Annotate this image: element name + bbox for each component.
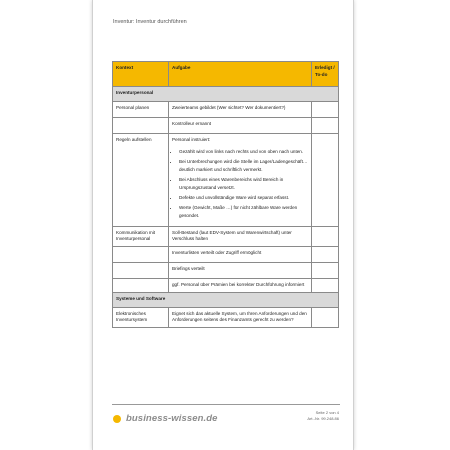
table-row xyxy=(113,226,339,246)
table-row xyxy=(113,246,339,262)
done-cell[interactable] xyxy=(312,246,339,262)
task-cell: ggf. Personal über Prämien bei korrekter Durchführung informiert xyxy=(169,278,312,292)
table-row xyxy=(113,134,339,227)
task-intro: Personal instruiert: xyxy=(172,137,211,142)
section-title: Inventurpersonal xyxy=(113,87,339,102)
column-header-task: Aufgabe xyxy=(169,62,312,87)
logo-dot-icon xyxy=(113,415,121,423)
list-item: • Werte (Gewicht, Maße …) für nicht zählbare Ware werden gesondet. xyxy=(179,204,308,220)
done-cell[interactable] xyxy=(312,134,339,227)
business-wissen-logo xyxy=(113,413,218,424)
page-number: Seite 2 von 4 xyxy=(315,410,339,415)
table-row xyxy=(113,118,339,134)
document-page xyxy=(92,0,354,450)
footer-divider xyxy=(112,404,340,405)
article-number: Art.-Nr. 99.248.86 xyxy=(307,416,339,421)
table-row xyxy=(113,307,339,327)
context-cell: Personal planen xyxy=(113,102,169,118)
context-cell: Kommunikation mit Inventurpersonal xyxy=(113,226,169,246)
column-header-context: Kontext xyxy=(113,62,169,87)
task-cell: Briefings verteilt xyxy=(169,262,312,278)
done-cell[interactable] xyxy=(312,118,339,134)
context-cell: Regeln aufstellen xyxy=(113,134,169,227)
list-item: • Bei Abschluss eines Warenbereichs wird Bereich in Ursprungszustand versetzt. xyxy=(179,176,308,192)
page-header-title: Inventur: Inventur durchführen xyxy=(113,19,187,25)
list-item: • Gezählt wird von links nach rechts und von oben nach unten. xyxy=(179,148,308,156)
checklist-table xyxy=(112,61,339,328)
context-cell xyxy=(113,278,169,292)
table-row xyxy=(113,102,339,118)
context-cell xyxy=(113,118,169,134)
column-header-done: Erledigt / To-do xyxy=(312,62,339,87)
table-row xyxy=(113,278,339,292)
list-item: • Defekte und unvollständige Ware wird separat erfasst. xyxy=(179,194,308,202)
page-info xyxy=(307,410,339,422)
section-row xyxy=(113,292,339,307)
task-cell: Zweierteams gebildet (Wer sichtet? Wer dokumentiert?) xyxy=(169,102,312,118)
instruction-list xyxy=(172,148,308,220)
task-cell: Soll-Bestand (laut EDV-System und Warenwirtschaft) unter Verschluss halten xyxy=(169,226,312,246)
list-item: • Bei Unterbrechungen wird die Stelle im Lager/Ladengeschäft… deutlich markiert und schriftlich vermerkt. xyxy=(179,158,308,174)
done-cell[interactable] xyxy=(312,102,339,118)
logo-text: business-wissen.de xyxy=(126,413,218,424)
done-cell[interactable] xyxy=(312,278,339,292)
context-cell: Elektronisches Inventursystem xyxy=(113,307,169,327)
section-row xyxy=(113,87,339,102)
done-cell[interactable] xyxy=(312,262,339,278)
section-title: Systeme und Software xyxy=(113,292,339,307)
table-header-row xyxy=(113,62,339,87)
done-cell[interactable] xyxy=(312,226,339,246)
task-cell: Kontrolleur ernannt xyxy=(169,118,312,134)
context-cell xyxy=(113,262,169,278)
task-cell xyxy=(169,134,312,227)
context-cell xyxy=(113,246,169,262)
task-cell: Eignet sich das aktuelle System, um Ihren Anforderungen und den Anforderungen seitens des Finanzamts gerecht zu werden? xyxy=(169,307,312,327)
table-row xyxy=(113,262,339,278)
task-cell: Inventurlisten verteilt oder Zugriff ermöglicht xyxy=(169,246,312,262)
done-cell[interactable] xyxy=(312,307,339,327)
